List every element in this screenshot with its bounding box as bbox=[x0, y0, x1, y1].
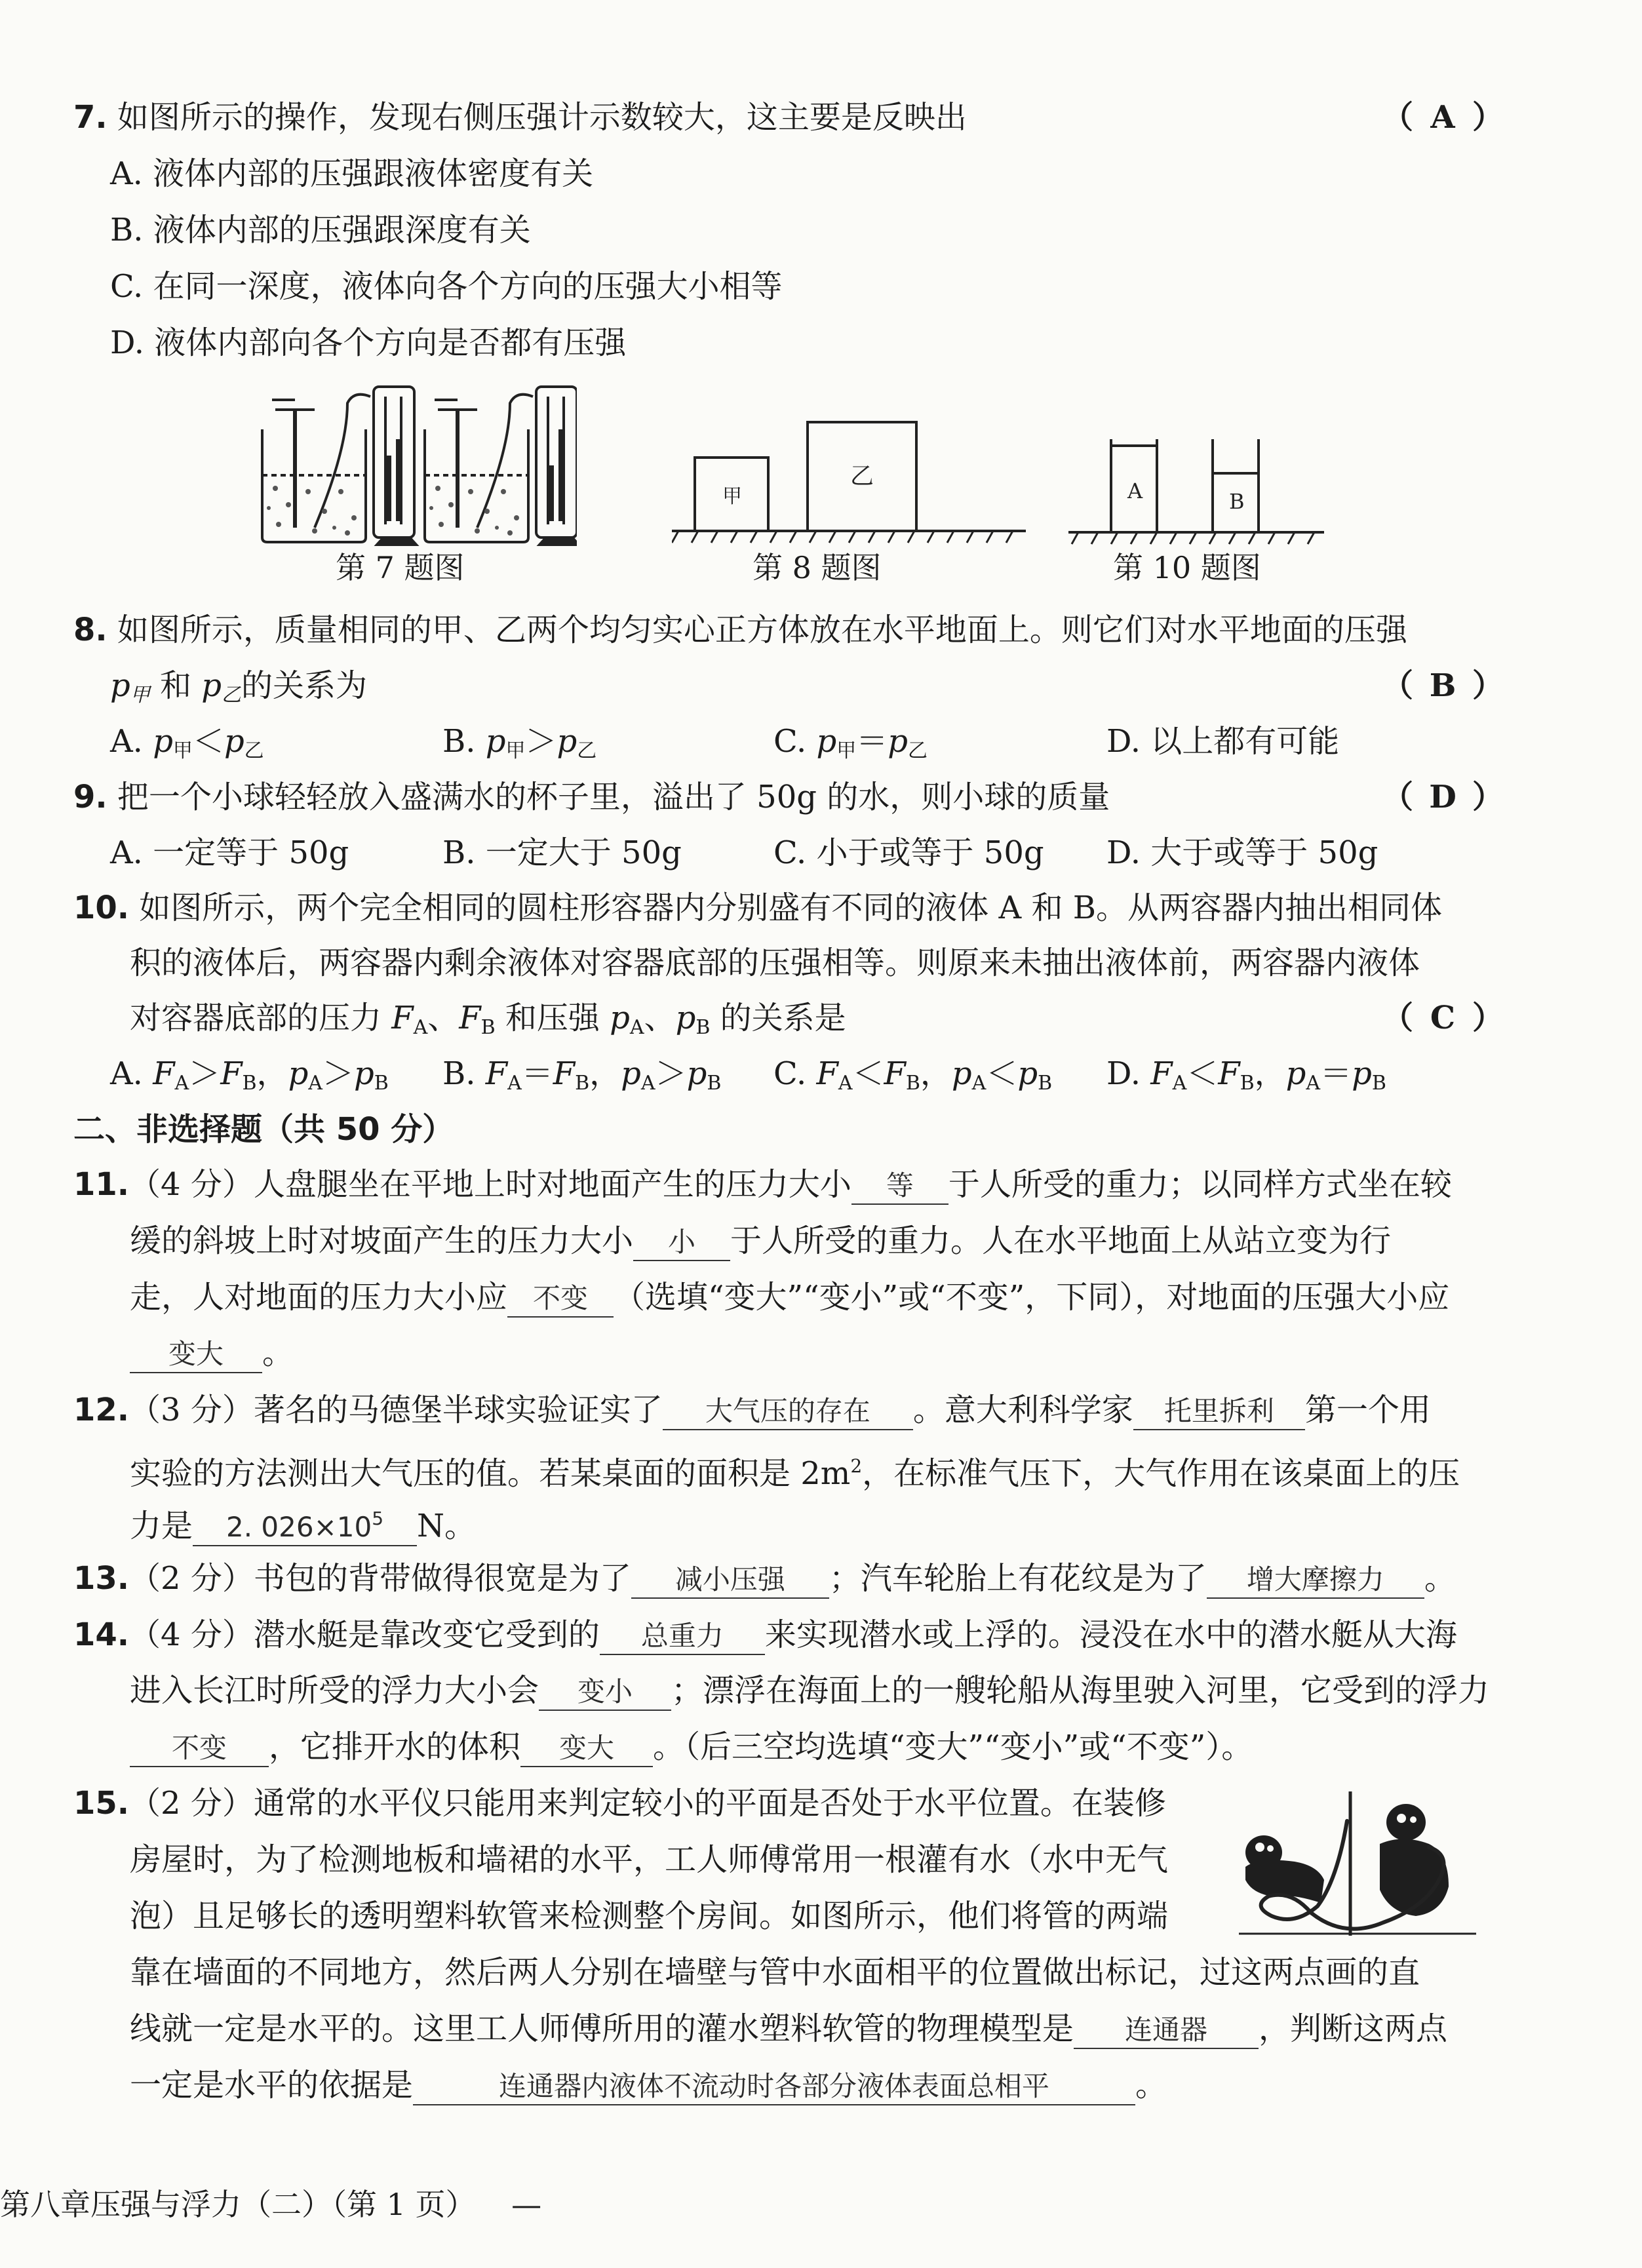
q11-blank-3: 不变 bbox=[507, 1281, 614, 1318]
fig10-caption: 第 10 题图 bbox=[1113, 550, 1261, 585]
q14-blank-1: 总重力 bbox=[600, 1618, 765, 1655]
q14-blank-3: 不变 bbox=[130, 1730, 269, 1767]
q10-line1: 10. 如图所示，两个完全相同的圆柱形容器内分别盛有不同的液体 A 和 B。从两容器内抽出相同体 bbox=[73, 890, 1443, 926]
q9-option-b: B. 一定大于 50g bbox=[442, 834, 682, 871]
q12-number: 12. bbox=[73, 1392, 130, 1428]
q7-option-d: D. 液体内部向各个方向是否都有压强 bbox=[110, 324, 627, 361]
q11-number: 11. bbox=[73, 1166, 130, 1203]
q11-blank-4: 变大 bbox=[130, 1337, 262, 1373]
q10-option-a: A. $F_A>F_B$，$p_A>p_B$ bbox=[110, 1055, 389, 1095]
q14-blank-2: 变小 bbox=[539, 1674, 671, 1711]
q9-option-c: C. 小于或等于 50g bbox=[773, 834, 1044, 871]
q7-number: 7. bbox=[73, 99, 108, 136]
q13-line1: 13.（2 分）书包的背带做得很宽是为了 减小压强 ；汽车轮胎上有花纹是为了 增大摩擦力 。 bbox=[73, 1557, 1456, 1600]
q15-line4: 靠在墙面的不同地方，然后两人分别在墙壁与管中水面相平的位置做出标记，过这两点画的直 bbox=[130, 1954, 1420, 1991]
q9-answer: D bbox=[1429, 779, 1456, 815]
q7-stem bbox=[73, 96, 967, 139]
q15-line6: 一定是水平的依据是 连通器内液体不流动时各部分液体表面总相平 。 bbox=[130, 2063, 1167, 2107]
q7-stem-text: 如图所示的操作，发现右侧压强计示数较大，这主要是反映出 bbox=[117, 99, 967, 136]
fig8-ground bbox=[672, 531, 1026, 543]
figure-8-cubes bbox=[672, 413, 1026, 551]
q7-option-b: B. 液体内部的压强跟深度有关 bbox=[110, 212, 531, 248]
q9-answer-bracket: （ D ） bbox=[1382, 775, 1504, 819]
q12-blank-3: 2. $026\times 10^5$ bbox=[193, 1501, 417, 1546]
q11-blank-1: 等 bbox=[851, 1168, 948, 1205]
q11-line2: 缓的斜坡上时对坡面产生的压力大小 小 于人所受的重力。人在水平地面上从站立变为行 bbox=[130, 1219, 1391, 1262]
fig8-label-jia: 甲 bbox=[722, 485, 742, 508]
q13-number: 13. bbox=[73, 1560, 130, 1597]
q11-line1: 11.（4 分）人盘腿坐在平地上时对地面产生的压力大小 等 于人所受的重力；以同样方式坐在较 bbox=[73, 1163, 1452, 1206]
q8-option-a: A. $p_甲<p_乙$ bbox=[110, 723, 264, 762]
q10-option-b: B. $F_A=F_B$，$p_A>p_B$ bbox=[442, 1055, 722, 1095]
fig10-container-b bbox=[1213, 439, 1259, 532]
fig10-ground bbox=[1068, 532, 1324, 544]
q13-blank-1: 减小压强 bbox=[631, 1562, 829, 1599]
section2-title: 二、非选择题（共 50 分） bbox=[73, 1111, 454, 1148]
q8-answer: B bbox=[1429, 667, 1456, 704]
q14-line2: 进入长江时所受的浮力大小会 变小 ；漂浮在海面上的一艘轮船从海里驶入河里，它受到的浮力 bbox=[130, 1669, 1489, 1712]
q14-line1: 14.（4 分）潜水艇是靠改变它受到的 总重力 来实现潜水或上浮的。浸没在水中的潜水艇从大海 bbox=[73, 1613, 1457, 1656]
q10-option-d: D. $F_A<F_B$，$p_A=p_B$ bbox=[1106, 1055, 1386, 1095]
footer-text: 第八章压强与浮力（二）（第 1 页） bbox=[0, 2187, 476, 2222]
q7-answer-bracket: （ A ） bbox=[1382, 96, 1504, 139]
q11-blank-2: 小 bbox=[633, 1224, 730, 1261]
figure-10-containers bbox=[1065, 433, 1327, 551]
fig8-label-yi: 乙 bbox=[850, 463, 874, 490]
q8-stem-line1 bbox=[73, 608, 1407, 652]
q7-option-a: A. 液体内部的压强跟液体密度有关 bbox=[110, 155, 594, 192]
q9-number: 9. bbox=[73, 779, 108, 815]
page-footer bbox=[0, 2183, 541, 2226]
q10-option-c: C. $F_A<F_B$，$p_A<p_B$ bbox=[773, 1055, 1053, 1095]
q9-option-d: D. 大于或等于 50g bbox=[1106, 834, 1378, 871]
q15-line1: 15.（2 分）通常的水平仪只能用来判定较小的平面是否处于水平位置。在装修 bbox=[73, 1785, 1166, 1822]
q8-p-jia: $p_甲$ bbox=[110, 667, 150, 707]
fig7-left-gauge bbox=[374, 387, 416, 545]
fig7-right-liquid bbox=[429, 486, 519, 536]
q12-line2: 实验的方法测出大气压的值。若某桌面的面积是 $2m^2$，在标准气压下，大气作用在该桌面上的压 bbox=[130, 1455, 1460, 1492]
fig10-label-b: B bbox=[1229, 489, 1245, 514]
fig10-label-a: A bbox=[1127, 479, 1143, 503]
q14-line3: 不变 ，它排开水的体积 变大 。（后三空均选填“变大”“变小”或“不变”）。 bbox=[130, 1725, 1253, 1769]
fig8-caption: 第 8 题图 bbox=[753, 550, 882, 585]
q10-line2: 积的液体后，两容器内剩余液体对容器底部的压强相等。则原来未抽出液体前，两容器内液体 bbox=[130, 945, 1420, 981]
q15-number: 15. bbox=[73, 1785, 130, 1822]
q15-blank-2: 连通器内液体不流动时各部分液体表面总相平 bbox=[413, 2069, 1135, 2105]
q13-blank-2: 增大摩擦力 bbox=[1207, 1562, 1424, 1599]
q14-number: 14. bbox=[73, 1616, 130, 1653]
q10-answer: C bbox=[1430, 1000, 1456, 1036]
footer-dash: — bbox=[511, 2187, 542, 2222]
q12-line1: 12.（3 分）著名的马德堡半球实验证实了 大气压的存在 。意大利科学家 托里拆利 第一个用 bbox=[73, 1388, 1431, 1432]
q9-option-a: A. 一定等于 50g bbox=[110, 834, 349, 871]
q14-blank-4: 变大 bbox=[520, 1730, 653, 1767]
q8-p-yi: $p_乙$ bbox=[201, 667, 241, 707]
q12-blank-2: 托里拆利 bbox=[1133, 1394, 1305, 1430]
figure-7-pressure-gauges bbox=[249, 377, 577, 547]
q8-answer-bracket: （ B ） bbox=[1382, 664, 1504, 707]
q8-stem-line2: $p_甲$ 和 $p_乙$的关系为 bbox=[110, 667, 368, 707]
q8-option-d: D. 以上都有可能 bbox=[1106, 723, 1340, 760]
fig7-caption: 第 7 题图 bbox=[336, 550, 465, 585]
q15-line2: 房屋时，为了检测地板和墙裙的水平，工人师傅常用一根灌有水（水中无气 bbox=[130, 1841, 1169, 1878]
q8-option-c: C. $p_甲=p_乙$ bbox=[773, 723, 928, 762]
q7-answer: A bbox=[1430, 99, 1455, 136]
q11-line4: 变大 。 bbox=[130, 1331, 294, 1375]
q15-figure-workers-with-tube bbox=[1232, 1782, 1481, 1939]
fig7-right-gauge bbox=[536, 387, 577, 545]
q9-stem bbox=[73, 775, 1110, 819]
q15-blank-1: 连通器 bbox=[1074, 2012, 1259, 2049]
q12-blank-1: 大气压的存在 bbox=[663, 1394, 913, 1430]
q11-line3: 走，人对地面的压力大小应 不变 （选填“变大”“变小”或“不变”，下同），对地面的压强大小应 bbox=[130, 1276, 1449, 1319]
fig7-left-liquid bbox=[267, 486, 357, 536]
q12-line3: 力是 2. $026\times 10^5$ N。 bbox=[130, 1501, 476, 1548]
q10-answer-bracket: （ C ） bbox=[1382, 996, 1504, 1040]
q15-line3: 泡）且足够长的透明塑料软管来检测整个房间。如图所示，他们将管的两端 bbox=[130, 1898, 1169, 1934]
q7-option-c: C. 在同一深度，液体向各个方向的压强大小相等 bbox=[110, 268, 783, 305]
q8-stem-text: 如图所示，质量相同的甲、乙两个均匀实心正方体放在水平地面上。则它们对水平地面的压强 bbox=[117, 612, 1407, 648]
q10-number: 10. bbox=[73, 890, 130, 926]
q8-option-b: B. $p_甲>p_乙$ bbox=[442, 723, 597, 762]
q10-line3: 对容器底部的压力 $F_A$、$F_B$ 和压强 $p_A$、$p_B$ 的关系是 bbox=[130, 1000, 846, 1039]
q8-number: 8. bbox=[73, 612, 108, 648]
q15-line5: 线就一定是水平的。这里工人师傅所用的灌水塑料软管的物理模型是 连通器 ，判断这两点 bbox=[130, 2007, 1447, 2050]
q9-stem-text: 把一个小球轻轻放入盛满水的杯子里，溢出了 50g 的水，则小球的质量 bbox=[117, 779, 1110, 815]
